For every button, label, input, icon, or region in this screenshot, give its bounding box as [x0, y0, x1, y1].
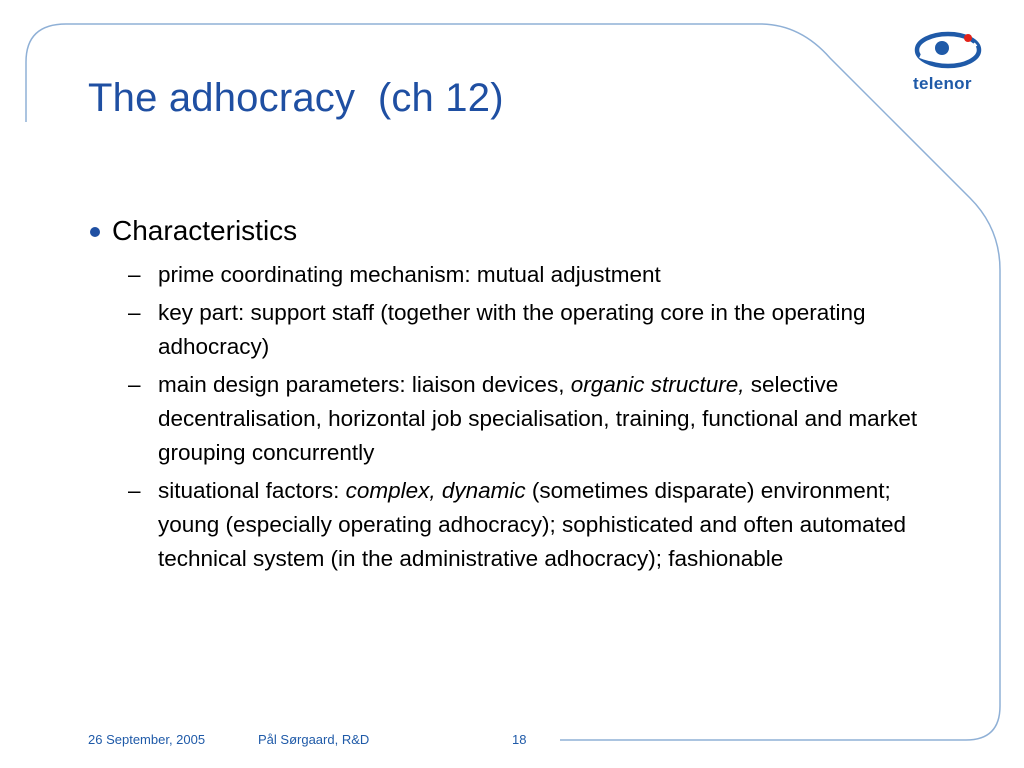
bullet-dot-icon: [90, 227, 100, 237]
sub-bullet-text: situational factors:: [158, 478, 346, 503]
sub-bullet-item: [88, 474, 938, 576]
logo-wordmark: telenor: [913, 74, 972, 93]
sub-bullet-text: (sometimes disparate) environment; young (especially operating adhocracy); sophisticated and often automated technical system (in the administrative adhocracy); fashionable: [158, 478, 906, 571]
sub-bullet-list: [88, 258, 938, 576]
dash-marker: –: [128, 300, 141, 325]
slide-title: The adhocracy (ch 12): [88, 76, 504, 120]
footer-page-number: 18: [512, 732, 527, 747]
slide-content: [88, 214, 938, 580]
dash-marker: –: [128, 478, 141, 503]
sub-bullet-text-italic: organic structure,: [570, 372, 745, 397]
bullet-text: Characteristics: [112, 215, 298, 246]
dash-marker: –: [128, 262, 141, 287]
sub-bullet-text: main design parameters: liaison devices,: [158, 372, 571, 397]
sub-bullet-item: [88, 258, 938, 292]
sub-bullet-text: selective decentralisation, horizontal job specialisation, training, functional and market grouping concurrently: [158, 372, 918, 465]
footer-author: Pål Sørgaard, R&D: [258, 732, 370, 747]
sub-bullet-text: key part: support staff (together with the operating core in the operating adhocracy): [158, 300, 866, 359]
bullet-characteristics: [88, 214, 938, 248]
sub-bullet-text-italic: complex, dynamic: [345, 478, 526, 503]
dash-marker: –: [128, 372, 141, 397]
sub-bullet-item: [88, 296, 938, 364]
sub-bullet-item: [88, 368, 938, 470]
footer-date: 26 September, 2005: [88, 732, 206, 747]
sub-bullet-text: prime coordinating mechanism: mutual adjustment: [158, 262, 661, 287]
